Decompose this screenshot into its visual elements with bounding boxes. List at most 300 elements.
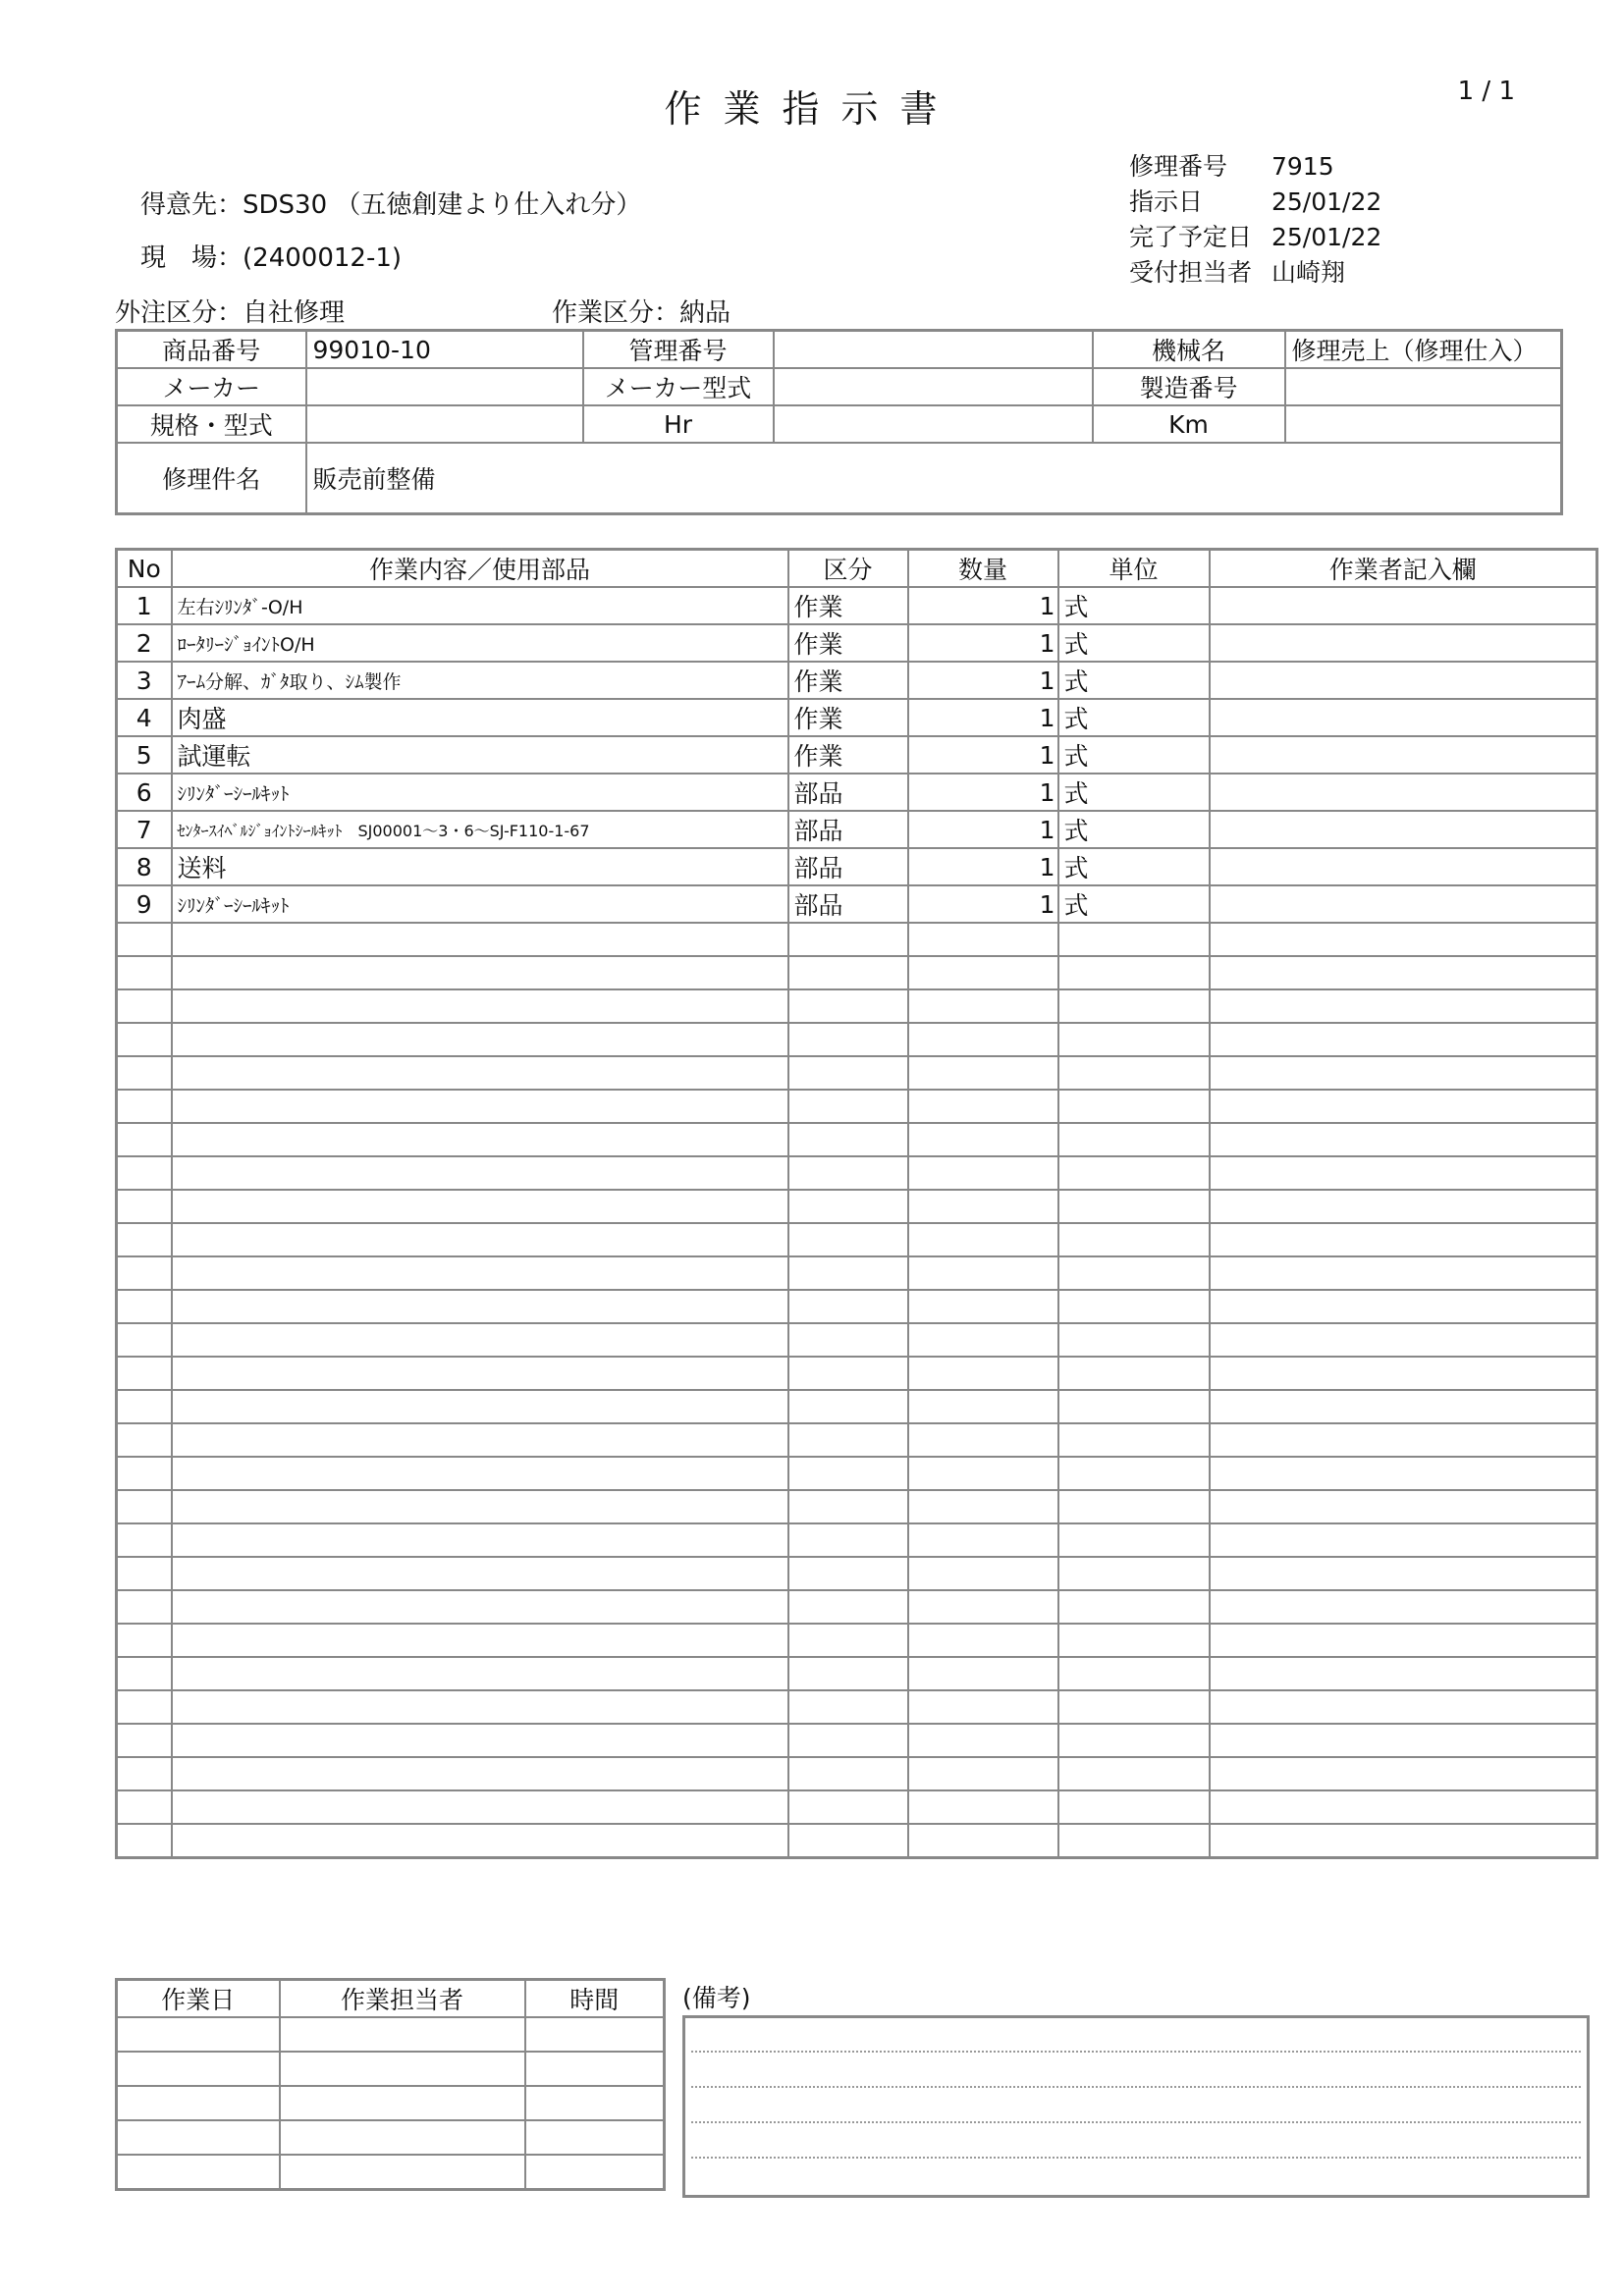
empty-cell [1058, 1457, 1210, 1490]
log-cell[interactable] [525, 2052, 665, 2086]
row-no: 4 [117, 699, 172, 736]
row-qty: 1 [908, 587, 1058, 624]
completion-date-value: 25/01/22 [1271, 223, 1382, 251]
log-cell[interactable] [280, 2120, 525, 2155]
empty-cell [1058, 1256, 1210, 1290]
empty-cell [1058, 1123, 1210, 1156]
table-row-empty [117, 989, 1597, 1023]
empty-cell [1058, 1323, 1210, 1357]
empty-cell [1210, 923, 1597, 956]
customer-label: 得意先： [140, 190, 243, 220]
row-qty: 1 [908, 848, 1058, 885]
empty-cell [172, 1423, 788, 1457]
header-no: No [117, 550, 172, 588]
hr-value [774, 405, 1093, 443]
empty-cell [1058, 1557, 1210, 1590]
maker-value [306, 368, 583, 405]
empty-cell [1058, 1790, 1210, 1824]
empty-cell [788, 1590, 908, 1624]
table-row-empty [117, 1590, 1597, 1624]
site-label: 現 場： [140, 243, 243, 273]
empty-cell [172, 1056, 788, 1090]
order-type-value: 自社修理 [243, 298, 346, 328]
table-row [117, 699, 1597, 736]
row-no: 3 [117, 662, 172, 699]
table-row-empty [117, 1557, 1597, 1590]
log-cell[interactable] [117, 2120, 280, 2155]
empty-cell [172, 923, 788, 956]
table-row-empty [117, 1223, 1597, 1256]
table-row-empty [117, 1090, 1597, 1123]
mgmt-no-value [774, 331, 1093, 369]
empty-cell [908, 1657, 1058, 1690]
row-kind: 部品 [788, 774, 908, 811]
empty-cell [1210, 1390, 1597, 1423]
empty-cell [172, 1223, 788, 1256]
empty-cell [1058, 1357, 1210, 1390]
row-unit: 式 [1058, 624, 1210, 662]
empty-cell [117, 1156, 172, 1190]
empty-cell [908, 1690, 1058, 1724]
empty-cell [1210, 1757, 1597, 1790]
row-no: 8 [117, 848, 172, 885]
table-row [117, 662, 1597, 699]
empty-cell [908, 1190, 1058, 1223]
row-qty: 1 [908, 885, 1058, 923]
empty-cell [908, 923, 1058, 956]
empty-cell [1210, 989, 1597, 1023]
log-row-empty [117, 2155, 665, 2190]
empty-cell [788, 1190, 908, 1223]
table-row-empty [117, 923, 1597, 956]
header-work-date: 作業日 [117, 1980, 280, 2018]
table-row-empty [117, 1490, 1597, 1523]
empty-cell [172, 1023, 788, 1056]
model-value [306, 405, 583, 443]
log-cell[interactable] [280, 2086, 525, 2120]
empty-cell [908, 1290, 1058, 1323]
table-row-empty [117, 1390, 1597, 1423]
empty-cell [117, 1490, 172, 1523]
row-qty: 1 [908, 811, 1058, 848]
empty-cell [1058, 923, 1210, 956]
empty-cell [117, 989, 172, 1023]
empty-cell [172, 1790, 788, 1824]
hr-label: Hr [583, 405, 774, 443]
empty-cell [172, 1724, 788, 1757]
empty-cell [1058, 1223, 1210, 1256]
empty-cell [117, 1223, 172, 1256]
log-cell[interactable] [525, 2155, 665, 2190]
row-qty: 1 [908, 736, 1058, 774]
spec-row [117, 331, 1562, 369]
log-cell[interactable] [280, 2155, 525, 2190]
empty-cell [1058, 1590, 1210, 1624]
empty-cell [172, 1123, 788, 1156]
table-row [117, 848, 1597, 885]
empty-cell [1058, 1390, 1210, 1423]
remarks-line [691, 2157, 1581, 2159]
empty-cell [908, 1323, 1058, 1357]
row-notes [1210, 624, 1597, 662]
header-worker: 作業担当者 [280, 1980, 525, 2018]
empty-cell [1058, 1624, 1210, 1657]
table-row-empty [117, 1056, 1597, 1090]
empty-cell [117, 1557, 172, 1590]
log-cell[interactable] [280, 2017, 525, 2052]
empty-cell [908, 1590, 1058, 1624]
table-row-empty [117, 1657, 1597, 1690]
row-unit: 式 [1058, 848, 1210, 885]
empty-cell [1058, 1190, 1210, 1223]
empty-cell [788, 989, 908, 1023]
log-row-empty [117, 2017, 665, 2052]
empty-cell [788, 1290, 908, 1323]
repair-number-value: 7915 [1271, 152, 1334, 181]
empty-cell [172, 1490, 788, 1523]
empty-cell [117, 1824, 172, 1858]
empty-cell [1210, 1490, 1597, 1523]
row-kind: 作業 [788, 699, 908, 736]
maker-model-value [774, 368, 1093, 405]
header-kind: 区分 [788, 550, 908, 588]
empty-cell [1058, 1490, 1210, 1523]
empty-cell [172, 989, 788, 1023]
repair-subject-value: 販売前整備 [306, 443, 1562, 514]
empty-cell [1210, 1624, 1597, 1657]
empty-cell [908, 1090, 1058, 1123]
table-row [117, 885, 1597, 923]
row-notes [1210, 587, 1597, 624]
empty-cell [117, 1190, 172, 1223]
completion-date-label: 完了予定日 [1129, 223, 1253, 251]
empty-cell [1210, 1090, 1597, 1123]
empty-cell [172, 1690, 788, 1724]
empty-cell [788, 1557, 908, 1590]
serial-value [1285, 368, 1562, 405]
table-row-empty [117, 1190, 1597, 1223]
empty-cell [117, 1523, 172, 1557]
empty-cell [908, 1790, 1058, 1824]
spec-row [117, 405, 1562, 443]
row-unit: 式 [1058, 885, 1210, 923]
work-table [115, 548, 1598, 1859]
empty-cell [172, 1390, 788, 1423]
row-kind: 作業 [788, 624, 908, 662]
empty-cell [117, 1690, 172, 1724]
empty-cell [1058, 1023, 1210, 1056]
empty-cell [908, 1724, 1058, 1757]
empty-cell [1210, 1724, 1597, 1757]
empty-cell [788, 1023, 908, 1056]
empty-cell [1210, 1023, 1597, 1056]
empty-cell [1058, 1056, 1210, 1090]
table-row-empty [117, 1123, 1597, 1156]
log-row-empty [117, 2120, 665, 2155]
row-content: ｱｰﾑ分解、ｶﾞﾀ取り、ｼﾑ製作 [172, 662, 788, 699]
empty-cell [908, 1156, 1058, 1190]
empty-cell [908, 1390, 1058, 1423]
empty-cell [1210, 1523, 1597, 1557]
row-kind: 作業 [788, 587, 908, 624]
log-cell[interactable] [525, 2017, 665, 2052]
site-line [140, 238, 402, 274]
empty-cell [117, 1657, 172, 1690]
empty-cell [117, 1390, 172, 1423]
remarks-line [691, 2121, 1581, 2123]
empty-cell [788, 956, 908, 989]
empty-cell [788, 1690, 908, 1724]
empty-cell [908, 1457, 1058, 1490]
log-cell[interactable] [117, 2017, 280, 2052]
maker-model-label: メーカー型式 [583, 368, 774, 405]
empty-cell [1210, 1156, 1597, 1190]
row-content: 肉盛 [172, 699, 788, 736]
instruction-date-value: 25/01/22 [1271, 187, 1382, 216]
row-qty: 1 [908, 624, 1058, 662]
empty-cell [172, 1256, 788, 1290]
empty-cell [117, 1290, 172, 1323]
empty-cell [908, 1624, 1058, 1657]
table-row-empty [117, 1523, 1597, 1557]
empty-cell [172, 1624, 788, 1657]
empty-cell [172, 1290, 788, 1323]
row-unit: 式 [1058, 774, 1210, 811]
repair-number-label: 修理番号 [1129, 152, 1228, 181]
row-no: 7 [117, 811, 172, 848]
log-cell[interactable] [525, 2086, 665, 2120]
empty-cell [117, 1790, 172, 1824]
row-notes [1210, 848, 1597, 885]
empty-cell [1058, 1657, 1210, 1690]
mgmt-no-label: 管理番号 [583, 331, 774, 369]
row-notes [1210, 885, 1597, 923]
empty-cell [788, 1624, 908, 1657]
repair-subject-label: 修理件名 [117, 443, 306, 514]
empty-cell [908, 989, 1058, 1023]
table-row-empty [117, 1290, 1597, 1323]
work-table-header [117, 550, 1597, 588]
table-row-empty [117, 1357, 1597, 1390]
empty-cell [117, 1423, 172, 1457]
empty-cell [172, 1523, 788, 1557]
work-type-line [552, 293, 730, 329]
empty-cell [788, 1223, 908, 1256]
order-type-label: 外注区分： [115, 298, 243, 328]
log-cell[interactable] [117, 2155, 280, 2190]
remarks-label: (備考) [682, 1984, 751, 2012]
header-time: 時間 [525, 1980, 665, 2018]
page-number: 1 / 1 [1457, 77, 1515, 106]
table-row [117, 811, 1597, 848]
customer-value: SDS30 （五徳創建より仕入れ分） [243, 190, 642, 220]
customer-line [140, 185, 641, 221]
row-content: 試運転 [172, 736, 788, 774]
empty-cell [1210, 1056, 1597, 1090]
product-no-value: 99010-10 [306, 331, 583, 369]
row-qty: 1 [908, 662, 1058, 699]
empty-cell [1210, 1223, 1597, 1256]
row-no: 5 [117, 736, 172, 774]
empty-cell [788, 1357, 908, 1390]
empty-cell [1058, 1290, 1210, 1323]
receptionist-value: 山崎翔 [1271, 258, 1346, 287]
empty-cell [788, 1824, 908, 1858]
row-content: ｾﾝﾀｰｽｲﾍﾞﾙｼﾞｮｲﾝﾄｼｰﾙｷｯﾄ SJ00001～3・6～SJ-F110-1-67 [172, 811, 788, 848]
empty-cell [117, 1357, 172, 1390]
empty-cell [1210, 1690, 1597, 1724]
empty-cell [788, 1457, 908, 1490]
log-cell[interactable] [117, 2052, 280, 2086]
empty-cell [1210, 1557, 1597, 1590]
empty-cell [172, 1357, 788, 1390]
empty-cell [788, 1657, 908, 1690]
log-row-empty [117, 2052, 665, 2086]
table-row-empty [117, 1156, 1597, 1190]
empty-cell [117, 1056, 172, 1090]
empty-cell [172, 1090, 788, 1123]
empty-cell [1058, 1824, 1210, 1858]
empty-cell [908, 1256, 1058, 1290]
header-content: 作業内容／使用部品 [172, 550, 788, 588]
empty-cell [1058, 989, 1210, 1023]
empty-cell [908, 1423, 1058, 1457]
empty-cell [172, 1457, 788, 1490]
table-row-empty [117, 956, 1597, 989]
empty-cell [1210, 956, 1597, 989]
machine-name-value: 修理売上（修理仕入） [1285, 331, 1562, 369]
empty-cell [117, 1757, 172, 1790]
product-no-label: 商品番号 [117, 331, 306, 369]
empty-cell [908, 1123, 1058, 1156]
header-unit: 単位 [1058, 550, 1210, 588]
empty-cell [908, 1757, 1058, 1790]
remarks-line [691, 2086, 1581, 2088]
empty-cell [788, 1123, 908, 1156]
row-notes [1210, 736, 1597, 774]
empty-cell [117, 1457, 172, 1490]
table-row [117, 587, 1597, 624]
table-row-empty [117, 1757, 1597, 1790]
log-cell[interactable] [525, 2120, 665, 2155]
row-content: ｼﾘﾝﾀﾞｰｼｰﾙｷｯﾄ [172, 885, 788, 923]
table-row-empty [117, 1457, 1597, 1490]
empty-cell [117, 1256, 172, 1290]
table-row-empty [117, 1256, 1597, 1290]
header-qty: 数量 [908, 550, 1058, 588]
completion-date-row [1129, 218, 1381, 253]
header-worker-notes: 作業者記入欄 [1210, 550, 1597, 588]
row-no: 9 [117, 885, 172, 923]
row-kind: 部品 [788, 811, 908, 848]
table-row-empty [117, 1790, 1597, 1824]
row-unit: 式 [1058, 662, 1210, 699]
row-unit: 式 [1058, 811, 1210, 848]
row-qty: 1 [908, 699, 1058, 736]
empty-cell [1058, 1156, 1210, 1190]
machine-name-label: 機械名 [1093, 331, 1285, 369]
empty-cell [788, 1490, 908, 1523]
table-row-empty [117, 1824, 1597, 1858]
empty-cell [788, 1790, 908, 1824]
table-row [117, 624, 1597, 662]
empty-cell [117, 1724, 172, 1757]
empty-cell [1058, 956, 1210, 989]
empty-cell [172, 1190, 788, 1223]
repair-number-row [1129, 147, 1334, 183]
empty-cell [908, 1523, 1058, 1557]
row-content: ﾛｰﾀﾘｰｼﾞｮｲﾝﾄO/H [172, 624, 788, 662]
empty-cell [1058, 1423, 1210, 1457]
empty-cell [1210, 1256, 1597, 1290]
empty-cell [172, 956, 788, 989]
row-kind: 部品 [788, 848, 908, 885]
row-unit: 式 [1058, 587, 1210, 624]
empty-cell [172, 1657, 788, 1690]
empty-cell [1058, 1724, 1210, 1757]
document-title: 作業指示書 [664, 87, 959, 131]
empty-cell [1058, 1690, 1210, 1724]
table-row-empty [117, 1323, 1597, 1357]
empty-cell [117, 1123, 172, 1156]
empty-cell [1210, 1824, 1597, 1858]
row-notes [1210, 699, 1597, 736]
remarks-line [691, 2051, 1581, 2053]
model-label: 規格・型式 [117, 405, 306, 443]
maker-label: メーカー [117, 368, 306, 405]
work-type-label: 作業区分： [552, 298, 680, 328]
empty-cell [908, 1056, 1058, 1090]
row-content: ｼﾘﾝﾀﾞｰｼｰﾙｷｯﾄ [172, 774, 788, 811]
empty-cell [788, 1156, 908, 1190]
receptionist-row [1129, 253, 1345, 289]
empty-cell [172, 1557, 788, 1590]
empty-cell [788, 1390, 908, 1423]
table-row-empty [117, 1624, 1597, 1657]
empty-cell [117, 956, 172, 989]
row-kind: 作業 [788, 662, 908, 699]
empty-cell [172, 1323, 788, 1357]
table-row-empty [117, 1023, 1597, 1056]
table-row-empty [117, 1690, 1597, 1724]
empty-cell [1210, 1657, 1597, 1690]
empty-cell [1210, 1357, 1597, 1390]
receptionist-label: 受付担当者 [1129, 258, 1253, 287]
empty-cell [117, 1023, 172, 1056]
table-row [117, 774, 1597, 811]
serial-label: 製造番号 [1093, 368, 1285, 405]
empty-cell [1210, 1457, 1597, 1490]
empty-cell [1210, 1290, 1597, 1323]
remarks-box[interactable] [682, 2015, 1590, 2198]
empty-cell [172, 1757, 788, 1790]
empty-cell [788, 1523, 908, 1557]
empty-cell [172, 1590, 788, 1624]
empty-cell [1058, 1090, 1210, 1123]
empty-cell [908, 1357, 1058, 1390]
empty-cell [117, 1090, 172, 1123]
empty-cell [1210, 1190, 1597, 1223]
row-no: 2 [117, 624, 172, 662]
row-content: 送料 [172, 848, 788, 885]
empty-cell [788, 1323, 908, 1357]
instruction-date-row [1129, 183, 1381, 218]
log-header [117, 1980, 665, 2018]
empty-cell [908, 1223, 1058, 1256]
row-notes [1210, 811, 1597, 848]
log-cell[interactable] [280, 2052, 525, 2086]
log-cell[interactable] [117, 2086, 280, 2120]
